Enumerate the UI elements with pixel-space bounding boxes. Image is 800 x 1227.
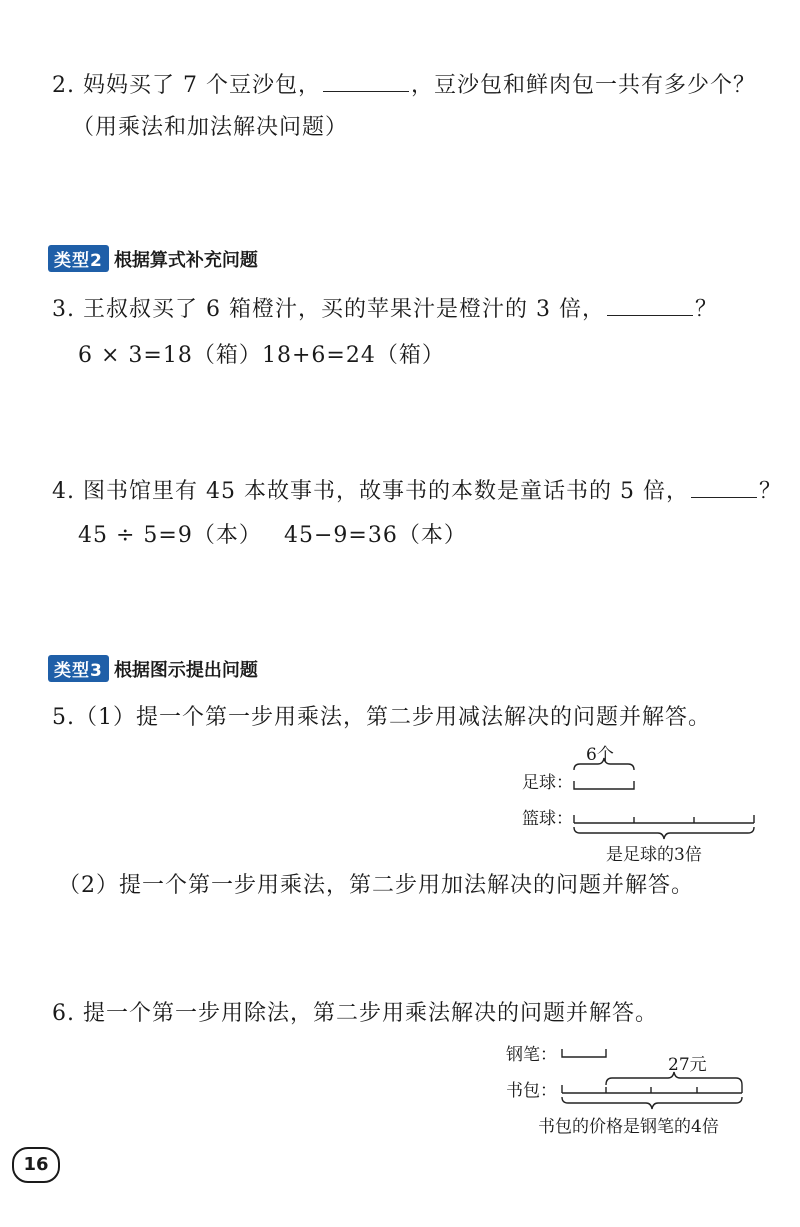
brace-bottom bbox=[574, 827, 754, 839]
question-3-text-after: ？ bbox=[694, 297, 718, 322]
football-segment bbox=[574, 781, 634, 789]
question-2-text-before: 2. 妈妈买了 7 个豆沙包， bbox=[52, 73, 321, 98]
diagram-label-bag: 书包： bbox=[506, 1081, 557, 1101]
question-4-text-after: ？ bbox=[758, 479, 782, 504]
question-2-text-after: ，豆沙包和鲜肉包一共有多少个？ bbox=[410, 73, 756, 98]
question-4-text-before: 4. 图书馆里有 45 本故事书，故事书的本数是童话书的 5 倍， bbox=[52, 479, 689, 504]
section-title: 根据算式补充问题 bbox=[113, 250, 258, 271]
question-2-hint: （用乘法和加法解决问题） bbox=[72, 115, 349, 140]
question-3-text-before: 3. 王叔叔买了 6 箱橙汁，买的苹果汁是橙汁的 3 倍， bbox=[52, 297, 605, 322]
diagram-label-bottom: 书包的价格是钢笔的4倍 bbox=[538, 1117, 719, 1137]
type-badge: 类型3 bbox=[48, 655, 109, 682]
question-5-part-1: 5.（1）提一个第一步用乘法，第二步用减法解决的问题并解答。 bbox=[52, 705, 711, 730]
diagram-label-top: 27元 bbox=[668, 1055, 707, 1075]
diagram-label-football: 足球： bbox=[522, 773, 573, 793]
pen-segment bbox=[562, 1049, 606, 1057]
equation: 18+6=24（箱） bbox=[262, 343, 445, 368]
section-title: 根据图示提出问题 bbox=[113, 660, 258, 681]
question-5-part-2: （2）提一个第一步用乘法，第二步用加法解决的问题并解答。 bbox=[58, 873, 694, 898]
diagram-label-top: 6个 bbox=[586, 745, 614, 765]
diagram-label-bottom: 是足球的3倍 bbox=[606, 845, 702, 865]
equation: 6 × 3=18（箱） bbox=[78, 343, 262, 368]
page-number: 16 bbox=[12, 1147, 60, 1183]
diagram-label-pen: 钢笔： bbox=[506, 1045, 557, 1065]
brace-bottom bbox=[562, 1097, 742, 1109]
brace-top bbox=[574, 758, 634, 770]
diagram-label-basketball: 篮球： bbox=[522, 809, 573, 829]
question-6: 6. 提一个第一步用除法，第二步用乘法解决的问题并解答。 bbox=[52, 1001, 658, 1026]
equation: 45−9=36（本） bbox=[284, 523, 467, 548]
type-badge: 类型2 bbox=[48, 245, 109, 272]
equation: 45 ÷ 5=9（本） bbox=[78, 523, 262, 548]
